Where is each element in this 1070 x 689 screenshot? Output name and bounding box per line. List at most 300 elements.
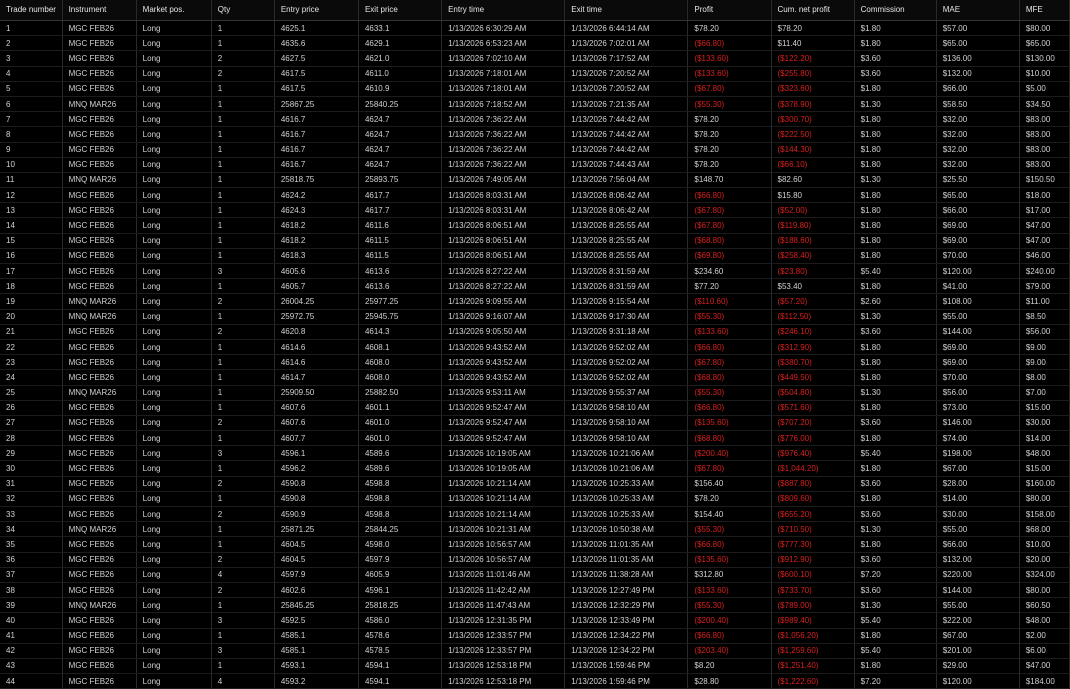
- table-row[interactable]: [0, 567, 1070, 582]
- cell-mfe: $47.00: [1019, 658, 1069, 673]
- cell-exit-price: 4611.0: [358, 66, 441, 81]
- cell-cum-net-profit: ($912.90): [771, 552, 854, 567]
- cell-quantity: 1: [211, 112, 274, 127]
- column-header-profit[interactable]: Profit: [688, 0, 771, 21]
- cell-instrument: MNQ MAR26: [62, 309, 136, 324]
- table-row[interactable]: [0, 96, 1070, 111]
- cell-quantity: 3: [211, 643, 274, 658]
- table-row[interactable]: [0, 264, 1070, 279]
- table-row[interactable]: [0, 385, 1070, 400]
- cell-commission: $1.80: [854, 112, 936, 127]
- cell-instrument: MGC FEB26: [62, 674, 136, 689]
- cell-market-position: Long: [136, 142, 211, 157]
- cell-trade-number: 11: [0, 172, 62, 187]
- cell-profit: $234.60: [688, 264, 771, 279]
- cell-entry-price: 4625.1: [274, 21, 358, 36]
- cell-exit-time: 1/13/2026 9:58:10 AM: [565, 415, 688, 430]
- cell-instrument: MGC FEB26: [62, 233, 136, 248]
- cell-quantity: 1: [211, 142, 274, 157]
- cell-entry-price: 25909.50: [274, 385, 358, 400]
- table-header-row: [0, 0, 1070, 21]
- table-row[interactable]: [0, 279, 1070, 294]
- cell-entry-price: 4618.3: [274, 248, 358, 263]
- table-row[interactable]: [0, 81, 1070, 96]
- cell-exit-price: 4613.6: [358, 279, 441, 294]
- cell-mfe: $30.00: [1019, 415, 1069, 430]
- cell-cum-net-profit: ($976.40): [771, 446, 854, 461]
- cell-commission: $1.80: [854, 400, 936, 415]
- cell-entry-price: 4605.7: [274, 279, 358, 294]
- table-row[interactable]: [0, 552, 1070, 567]
- table-row[interactable]: [0, 674, 1070, 689]
- cell-trade-number: 7: [0, 112, 62, 127]
- cell-quantity: 3: [211, 613, 274, 628]
- table-row[interactable]: [0, 491, 1070, 506]
- cell-market-position: Long: [136, 157, 211, 172]
- table-row[interactable]: [0, 233, 1070, 248]
- cell-market-position: Long: [136, 552, 211, 567]
- cell-market-position: Long: [136, 491, 211, 506]
- cell-exit-price: 4624.7: [358, 157, 441, 172]
- cell-profit: ($110.60): [688, 294, 771, 309]
- cell-exit-price: 4617.7: [358, 203, 441, 218]
- table-row[interactable]: [0, 537, 1070, 552]
- cell-entry-time: 1/13/2026 9:05:50 AM: [442, 324, 565, 339]
- cell-entry-price: 4596.1: [274, 446, 358, 461]
- cell-instrument: MNQ MAR26: [62, 96, 136, 111]
- cell-entry-time: 1/13/2026 10:21:31 AM: [442, 522, 565, 537]
- cell-commission: $3.60: [854, 476, 936, 491]
- cell-market-position: Long: [136, 582, 211, 597]
- table-row[interactable]: [0, 36, 1070, 51]
- cell-quantity: 1: [211, 598, 274, 613]
- cell-instrument: MGC FEB26: [62, 537, 136, 552]
- cell-cum-net-profit: ($600.10): [771, 567, 854, 582]
- cell-exit-time: 1/13/2026 8:31:59 AM: [565, 264, 688, 279]
- table-row[interactable]: [0, 294, 1070, 309]
- cell-trade-number: 15: [0, 233, 62, 248]
- cell-quantity: 1: [211, 628, 274, 643]
- table-row[interactable]: [0, 157, 1070, 172]
- table-row[interactable]: [0, 112, 1070, 127]
- cell-entry-time: 1/13/2026 8:06:51 AM: [442, 218, 565, 233]
- cell-cum-net-profit: ($380.70): [771, 355, 854, 370]
- cell-mae: $74.00: [936, 431, 1019, 446]
- cell-entry-time: 1/13/2026 10:21:14 AM: [442, 491, 565, 506]
- cell-exit-time: 1/13/2026 11:01:35 AM: [565, 537, 688, 552]
- cell-entry-price: 4585.1: [274, 643, 358, 658]
- cell-trade-number: 9: [0, 142, 62, 157]
- cell-entry-price: 4597.9: [274, 567, 358, 582]
- cell-market-position: Long: [136, 567, 211, 582]
- cell-commission: $7.20: [854, 674, 936, 689]
- cell-mae: $132.00: [936, 552, 1019, 567]
- cell-entry-price: 4614.6: [274, 355, 358, 370]
- table-row[interactable]: [0, 613, 1070, 628]
- cell-cum-net-profit: ($707.20): [771, 415, 854, 430]
- table-row[interactable]: [0, 324, 1070, 339]
- cell-mfe: $240.00: [1019, 264, 1069, 279]
- cell-instrument: MGC FEB26: [62, 400, 136, 415]
- cell-mae: $65.00: [936, 36, 1019, 51]
- table-row[interactable]: [0, 248, 1070, 263]
- cell-entry-time: 1/13/2026 8:27:22 AM: [442, 264, 565, 279]
- cell-cum-net-profit: ($776.00): [771, 431, 854, 446]
- cell-commission: $1.80: [854, 339, 936, 354]
- cell-cum-net-profit: $11.40: [771, 36, 854, 51]
- table-row[interactable]: [0, 643, 1070, 658]
- cell-exit-time: 1/13/2026 1:59:46 PM: [565, 674, 688, 689]
- cell-entry-time: 1/13/2026 11:47:43 AM: [442, 598, 565, 613]
- cell-entry-time: 1/13/2026 7:36:22 AM: [442, 127, 565, 142]
- cell-market-position: Long: [136, 172, 211, 187]
- cell-commission: $1.30: [854, 522, 936, 537]
- cell-entry-price: 4602.6: [274, 582, 358, 597]
- cell-market-position: Long: [136, 446, 211, 461]
- table-row[interactable]: [0, 66, 1070, 81]
- cell-exit-price: 4611.5: [358, 248, 441, 263]
- cell-exit-time: 1/13/2026 9:52:02 AM: [565, 355, 688, 370]
- cell-trade-number: 21: [0, 324, 62, 339]
- cell-trade-number: 25: [0, 385, 62, 400]
- table-row[interactable]: [0, 628, 1070, 643]
- cell-profit: $312.80: [688, 567, 771, 582]
- cell-cum-net-profit: ($52.00): [771, 203, 854, 218]
- cell-profit: ($133.60): [688, 51, 771, 66]
- cell-market-position: Long: [136, 461, 211, 476]
- cell-exit-price: 4594.1: [358, 674, 441, 689]
- cell-profit: ($200.40): [688, 446, 771, 461]
- cell-entry-price: 4616.7: [274, 157, 358, 172]
- cell-entry-time: 1/13/2026 6:53:23 AM: [442, 36, 565, 51]
- cell-exit-time: 1/13/2026 8:06:42 AM: [565, 188, 688, 203]
- column-header-exit-price[interactable]: Exit price: [358, 0, 441, 21]
- cell-entry-price: 4618.2: [274, 218, 358, 233]
- cell-instrument: MGC FEB26: [62, 112, 136, 127]
- cell-trade-number: 6: [0, 96, 62, 111]
- cell-entry-price: 4624.2: [274, 188, 358, 203]
- cell-commission: $5.40: [854, 446, 936, 461]
- column-header-commission[interactable]: Commission: [854, 0, 936, 21]
- table-row[interactable]: [0, 522, 1070, 537]
- cell-commission: $1.30: [854, 309, 936, 324]
- table-row[interactable]: [0, 127, 1070, 142]
- cell-market-position: Long: [136, 96, 211, 111]
- cell-market-position: Long: [136, 66, 211, 81]
- cell-trade-number: 16: [0, 248, 62, 263]
- cell-market-position: Long: [136, 324, 211, 339]
- cell-commission: $1.80: [854, 491, 936, 506]
- cell-market-position: Long: [136, 248, 211, 263]
- cell-profit: ($55.30): [688, 598, 771, 613]
- column-header-mae[interactable]: MAE: [936, 0, 1019, 21]
- cell-mfe: $18.00: [1019, 188, 1069, 203]
- cell-mfe: $83.00: [1019, 142, 1069, 157]
- cell-profit: ($68.80): [688, 370, 771, 385]
- cell-exit-time: 1/13/2026 12:34:22 PM: [565, 643, 688, 658]
- cell-entry-price: 4607.6: [274, 400, 358, 415]
- cell-mfe: $17.00: [1019, 203, 1069, 218]
- table-row[interactable]: [0, 658, 1070, 673]
- cell-trade-number: 29: [0, 446, 62, 461]
- column-header-instrument[interactable]: Instrument: [62, 0, 136, 21]
- cell-exit-time: 1/13/2026 7:44:42 AM: [565, 142, 688, 157]
- cell-mae: $69.00: [936, 355, 1019, 370]
- cell-market-position: Long: [136, 674, 211, 689]
- cell-entry-time: 1/13/2026 10:19:05 AM: [442, 446, 565, 461]
- cell-cum-net-profit: ($300.70): [771, 112, 854, 127]
- table-row[interactable]: [0, 446, 1070, 461]
- cell-trade-number: 39: [0, 598, 62, 613]
- table-row[interactable]: [0, 339, 1070, 354]
- cell-mfe: $83.00: [1019, 157, 1069, 172]
- table-row[interactable]: [0, 21, 1070, 36]
- cell-instrument: MGC FEB26: [62, 21, 136, 36]
- cell-quantity: 2: [211, 507, 274, 522]
- cell-cum-net-profit: ($188.60): [771, 233, 854, 248]
- cell-exit-time: 1/13/2026 10:21:06 AM: [565, 461, 688, 476]
- cell-profit: ($133.60): [688, 324, 771, 339]
- cell-exit-time: 1/13/2026 7:17:52 AM: [565, 51, 688, 66]
- cell-exit-time: 1/13/2026 1:59:46 PM: [565, 658, 688, 673]
- cell-quantity: 4: [211, 567, 274, 582]
- cell-profit: ($66.80): [688, 36, 771, 51]
- cell-mae: $65.00: [936, 188, 1019, 203]
- cell-mae: $144.00: [936, 582, 1019, 597]
- table-row[interactable]: [0, 51, 1070, 66]
- cell-commission: $1.80: [854, 233, 936, 248]
- cell-mfe: $68.00: [1019, 522, 1069, 537]
- cell-commission: $1.80: [854, 157, 936, 172]
- cell-cum-net-profit: ($504.80): [771, 385, 854, 400]
- table-row[interactable]: [0, 415, 1070, 430]
- cell-entry-time: 1/13/2026 8:27:22 AM: [442, 279, 565, 294]
- cell-quantity: 1: [211, 218, 274, 233]
- cell-exit-price: 25893.75: [358, 172, 441, 187]
- table-row[interactable]: [0, 142, 1070, 157]
- cell-profit: ($68.80): [688, 233, 771, 248]
- cell-trade-number: 32: [0, 491, 62, 506]
- cell-exit-price: 4601.0: [358, 431, 441, 446]
- cell-exit-price: 4597.9: [358, 552, 441, 567]
- column-header-trade-number[interactable]: Trade number: [0, 0, 62, 21]
- column-header-entry-time[interactable]: Entry time: [442, 0, 565, 21]
- cell-mae: $69.00: [936, 218, 1019, 233]
- cell-market-position: Long: [136, 218, 211, 233]
- cell-mae: $144.00: [936, 324, 1019, 339]
- cell-quantity: 1: [211, 157, 274, 172]
- cell-exit-time: 1/13/2026 8:25:55 AM: [565, 218, 688, 233]
- cell-quantity: 1: [211, 203, 274, 218]
- cell-quantity: 3: [211, 446, 274, 461]
- cell-profit: ($66.80): [688, 628, 771, 643]
- cell-mae: $70.00: [936, 370, 1019, 385]
- cell-instrument: MGC FEB26: [62, 446, 136, 461]
- cell-mae: $25.50: [936, 172, 1019, 187]
- cell-exit-price: 4578.5: [358, 643, 441, 658]
- table-row[interactable]: [0, 188, 1070, 203]
- cell-market-position: Long: [136, 233, 211, 248]
- cell-instrument: MNQ MAR26: [62, 294, 136, 309]
- cell-exit-time: 1/13/2026 7:44:42 AM: [565, 127, 688, 142]
- cell-exit-time: 1/13/2026 9:58:10 AM: [565, 400, 688, 415]
- table-row[interactable]: [0, 309, 1070, 324]
- cell-mae: $56.00: [936, 385, 1019, 400]
- cell-profit: $78.20: [688, 21, 771, 36]
- cell-commission: $1.80: [854, 279, 936, 294]
- cell-exit-price: 4611.6: [358, 218, 441, 233]
- column-header-market-position[interactable]: Market pos.: [136, 0, 211, 21]
- cell-mfe: $9.00: [1019, 339, 1069, 354]
- column-header-cum-net-profit[interactable]: Cum. net profit: [771, 0, 854, 21]
- cell-quantity: 1: [211, 400, 274, 415]
- cell-entry-time: 1/13/2026 12:31:35 PM: [442, 613, 565, 628]
- cell-exit-price: 25882.50: [358, 385, 441, 400]
- cell-mfe: $15.00: [1019, 400, 1069, 415]
- cell-commission: $5.40: [854, 643, 936, 658]
- cell-mae: $69.00: [936, 339, 1019, 354]
- cell-market-position: Long: [136, 537, 211, 552]
- cell-cum-net-profit: ($312.90): [771, 339, 854, 354]
- cell-mfe: $65.00: [1019, 36, 1069, 51]
- cell-trade-number: 35: [0, 537, 62, 552]
- cell-exit-price: 25844.25: [358, 522, 441, 537]
- table-row[interactable]: [0, 476, 1070, 491]
- table-row[interactable]: [0, 461, 1070, 476]
- table-row[interactable]: [0, 400, 1070, 415]
- cell-cum-net-profit: ($777.30): [771, 537, 854, 552]
- cell-entry-price: 4590.8: [274, 491, 358, 506]
- table-row[interactable]: [0, 355, 1070, 370]
- cell-mfe: $56.00: [1019, 324, 1069, 339]
- cell-quantity: 2: [211, 582, 274, 597]
- table-row[interactable]: [0, 370, 1070, 385]
- cell-mfe: $79.00: [1019, 279, 1069, 294]
- cell-mae: $14.00: [936, 491, 1019, 506]
- cell-commission: $5.40: [854, 613, 936, 628]
- cell-market-position: Long: [136, 127, 211, 142]
- cell-quantity: 2: [211, 415, 274, 430]
- table-body: [0, 21, 1070, 689]
- cell-instrument: MGC FEB26: [62, 582, 136, 597]
- cell-mfe: $6.00: [1019, 643, 1069, 658]
- cell-exit-time: 1/13/2026 7:44:42 AM: [565, 112, 688, 127]
- cell-profit: $78.20: [688, 127, 771, 142]
- cell-cum-net-profit: ($222.50): [771, 127, 854, 142]
- cell-entry-time: 1/13/2026 10:21:14 AM: [442, 507, 565, 522]
- cell-profit: $78.20: [688, 491, 771, 506]
- cell-instrument: MGC FEB26: [62, 415, 136, 430]
- cell-trade-number: 20: [0, 309, 62, 324]
- cell-trade-number: 27: [0, 415, 62, 430]
- cell-exit-time: 1/13/2026 11:38:28 AM: [565, 567, 688, 582]
- cell-instrument: MGC FEB26: [62, 142, 136, 157]
- cell-mae: $55.00: [936, 522, 1019, 537]
- cell-commission: $1.30: [854, 598, 936, 613]
- cell-quantity: 1: [211, 233, 274, 248]
- cell-mfe: $48.00: [1019, 613, 1069, 628]
- cell-profit: ($200.40): [688, 613, 771, 628]
- cell-entry-price: 4617.5: [274, 66, 358, 81]
- cell-entry-price: 4585.1: [274, 628, 358, 643]
- cell-quantity: 1: [211, 248, 274, 263]
- cell-exit-price: 4601.0: [358, 415, 441, 430]
- cell-instrument: MGC FEB26: [62, 431, 136, 446]
- cell-exit-time: 1/13/2026 7:20:52 AM: [565, 81, 688, 96]
- cell-entry-price: 25972.75: [274, 309, 358, 324]
- cell-mfe: $47.00: [1019, 218, 1069, 233]
- column-header-entry-price[interactable]: Entry price: [274, 0, 358, 21]
- cell-mfe: $184.00: [1019, 674, 1069, 689]
- cell-trade-number: 41: [0, 628, 62, 643]
- cell-entry-time: 1/13/2026 9:43:52 AM: [442, 370, 565, 385]
- table-row[interactable]: [0, 203, 1070, 218]
- cell-instrument: MGC FEB26: [62, 127, 136, 142]
- cell-profit: ($69.80): [688, 248, 771, 263]
- cell-mae: $66.00: [936, 203, 1019, 218]
- cell-mfe: $80.00: [1019, 491, 1069, 506]
- cell-quantity: 1: [211, 127, 274, 142]
- cell-exit-time: 1/13/2026 8:06:42 AM: [565, 203, 688, 218]
- cell-mfe: $7.00: [1019, 385, 1069, 400]
- table-row[interactable]: [0, 218, 1070, 233]
- cell-entry-price: 25818.75: [274, 172, 358, 187]
- table-row[interactable]: [0, 598, 1070, 613]
- table-row[interactable]: [0, 507, 1070, 522]
- cell-mfe: $83.00: [1019, 127, 1069, 142]
- cell-quantity: 2: [211, 476, 274, 491]
- cell-entry-price: 4614.6: [274, 339, 358, 354]
- cell-commission: $1.80: [854, 81, 936, 96]
- cell-exit-time: 1/13/2026 7:20:52 AM: [565, 66, 688, 81]
- cell-trade-number: 42: [0, 643, 62, 658]
- cell-market-position: Long: [136, 21, 211, 36]
- cell-exit-price: 4611.5: [358, 233, 441, 248]
- cell-exit-price: 4605.9: [358, 567, 441, 582]
- cell-profit: $28.80: [688, 674, 771, 689]
- table-row[interactable]: [0, 582, 1070, 597]
- column-header-mfe[interactable]: MFE: [1019, 0, 1069, 21]
- cell-profit: $78.20: [688, 142, 771, 157]
- cell-quantity: 1: [211, 339, 274, 354]
- cell-entry-time: 1/13/2026 8:06:51 AM: [442, 248, 565, 263]
- cell-trade-number: 43: [0, 658, 62, 673]
- cell-trade-number: 1: [0, 21, 62, 36]
- cell-mae: $132.00: [936, 66, 1019, 81]
- table-row[interactable]: [0, 172, 1070, 187]
- cell-mae: $41.00: [936, 279, 1019, 294]
- cell-market-position: Long: [136, 658, 211, 673]
- cell-entry-price: 4590.8: [274, 476, 358, 491]
- cell-quantity: 2: [211, 552, 274, 567]
- column-header-exit-time[interactable]: Exit time: [565, 0, 688, 21]
- cell-exit-time: 1/13/2026 10:25:33 AM: [565, 507, 688, 522]
- cell-entry-time: 1/13/2026 9:53:11 AM: [442, 385, 565, 400]
- cell-quantity: 1: [211, 188, 274, 203]
- cell-cum-net-profit: ($119.80): [771, 218, 854, 233]
- cell-entry-time: 1/13/2026 9:52:47 AM: [442, 415, 565, 430]
- cell-quantity: 1: [211, 385, 274, 400]
- cell-cum-net-profit: ($1,251.40): [771, 658, 854, 673]
- cell-exit-time: 1/13/2026 12:33:49 PM: [565, 613, 688, 628]
- column-header-quantity[interactable]: Qty: [211, 0, 274, 21]
- cell-quantity: 1: [211, 21, 274, 36]
- table-row[interactable]: [0, 431, 1070, 446]
- cell-exit-price: 4621.0: [358, 51, 441, 66]
- cell-exit-time: 1/13/2026 9:52:02 AM: [565, 339, 688, 354]
- cell-entry-time: 1/13/2026 12:33:57 PM: [442, 628, 565, 643]
- cell-entry-price: 4607.7: [274, 431, 358, 446]
